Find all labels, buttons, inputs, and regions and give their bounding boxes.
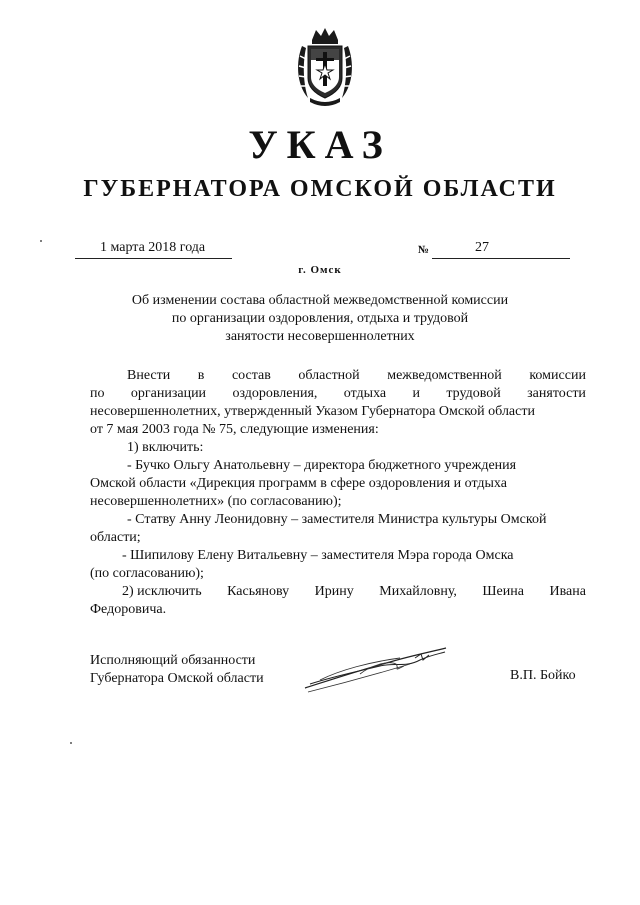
number-underline [432,258,570,259]
heading-line: по организации оздоровления, отдыха и трудовой [171,311,469,326]
signatory-name: В.П. Бойко [510,668,576,683]
body-line: по организации оздоровления, отдыха и трудовой занятости [90,386,586,401]
document-city: г. Омск [298,264,342,276]
body-line: несовершеннолетних» (по согласованию); [90,494,342,509]
body-line: Омской области «Дирекция программ в сфере оздоровления и отдыха [90,476,507,491]
signatory-position-line: Исполняющий обязанности [90,653,256,668]
signatory-position-line: Губернатора Омской области [90,671,264,686]
scan-speck [70,742,72,744]
number-sign: № [418,244,430,256]
body-line: области; [90,530,141,545]
heading-line: Об изменении состава областной межведомственной комиссии [131,293,509,308]
date-underline [75,258,232,259]
document-subtitle: ГУБЕРНАТОРА ОМСКОЙ ОБЛАСТИ [83,176,557,202]
document-date: 1 марта 2018 года [100,240,206,255]
body-line: несовершеннолетних, утвержденный Указом Губернатора Омской области [90,404,535,419]
document-title: УКАЗ [248,122,392,167]
body-line: от 7 мая 2003 года № 75, следующие изменения: [90,422,379,437]
heading-line: занятости несовершеннолетних [225,329,415,344]
handwritten-signature [300,640,450,695]
scan-speck [40,240,42,242]
body-line: - Статву Анну Леонидовну – заместителя Министра культуры Омской [127,512,547,527]
body-line: (по согласованию); [90,566,204,581]
body-line: - Шипилову Елену Витальевну – заместителя Мэра города Омска [122,548,514,563]
body-line: Федоровича. [90,602,167,617]
document-number: 27 [475,240,489,255]
body-line: - Бучко Ольгу Анатольевну – директора бюджетного учреждения [127,458,517,473]
body-line-exclude: 2) исключить Касьянову Ирину Михайловну, Шеина Ивана [122,584,586,599]
coat-of-arms-emblem [294,26,356,106]
body-line: 1) включить: [127,440,204,455]
body-line-1: Внести в состав областной межведомственной комиссии [127,368,586,383]
